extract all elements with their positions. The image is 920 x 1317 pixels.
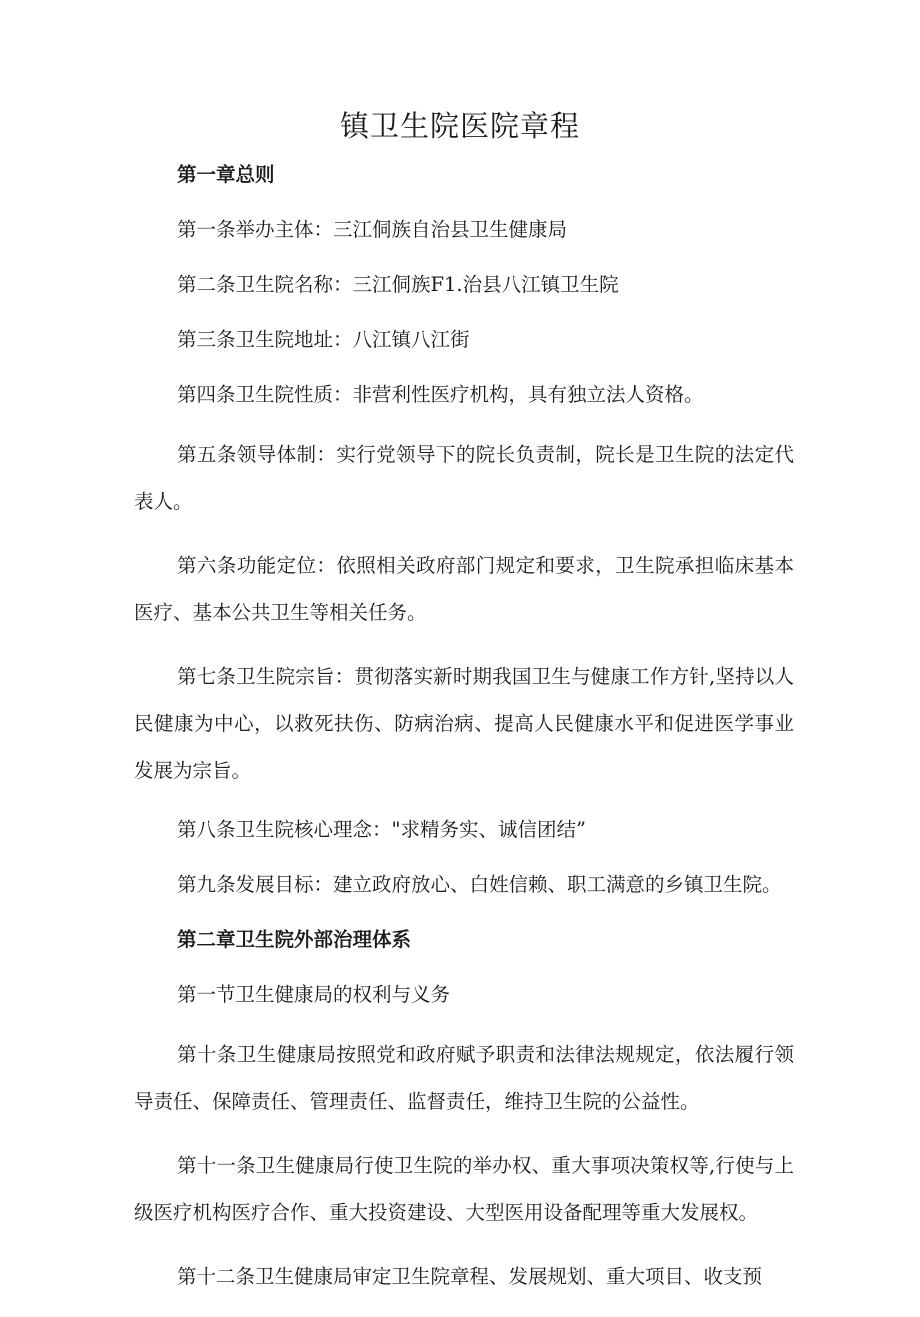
- article-paragraph: 第十二条卫生健康局审定卫生院章程、发展规划、重大项目、收支预: [177, 1265, 763, 1288]
- article-paragraph: 第九条发展目标：建立政府放心、白姓信赖、职工满意的乡镇卫生院。: [177, 873, 782, 896]
- document-body: [134, 156, 794, 1317]
- article-paragraph: 第七条卫生院宗旨：贯彻落实新时期我国卫生与健康工作方针,坚持以人民健康为中心，以救死扶伤、防病治病、提高人民健康水平和促进医学事业发展为宗旨。: [134, 665, 794, 782]
- chapter-heading: 第二章卫生院外部治理体系: [177, 928, 412, 951]
- article-paragraph: 第一条举办主体：三江侗族自治县卫生健康局: [177, 218, 568, 241]
- article-paragraph: 第八条卫生院核心理念："求精务实、诚信团结”: [177, 818, 586, 841]
- article-paragraph: 第二条卫生院名称：三江侗族F1.治县八江镇卫生院: [177, 273, 619, 296]
- article-paragraph: 第四条卫生院性质：非营利性医疗机构，具有独立法人资格。: [177, 383, 704, 406]
- chapter-heading: 第一章总则: [177, 163, 275, 186]
- article-paragraph: 第十条卫生健康局按照党和政府赋予职责和法律法规规定，依法履行领导责任、保障责任、管理责任、监督责任，维持卫生院的公益性。: [134, 1043, 794, 1113]
- article-paragraph: 第六条功能定位：依照相关政府部门规定和要求，卫生院承担临床基本医疗、基本公共卫生等相关任务。: [134, 554, 794, 624]
- article-paragraph: 第五条领导体制：实行党领导下的院长负责制，院长是卫生院的法定代表人。: [134, 443, 794, 513]
- article-paragraph: 第三条卫生院地址：八江镇八江街: [177, 328, 470, 351]
- article-paragraph: 第十一条卫生健康局行使卫生院的举办权、重大事项决策权等,行使与上级医疗机构医疗合作、重大投资建设、大型医用设备配理等重大发展权。: [134, 1154, 794, 1224]
- document-title: 镇卫生院医院章程: [339, 109, 580, 143]
- section-heading: 第一节卫生健康局的权利与义务: [177, 983, 451, 1006]
